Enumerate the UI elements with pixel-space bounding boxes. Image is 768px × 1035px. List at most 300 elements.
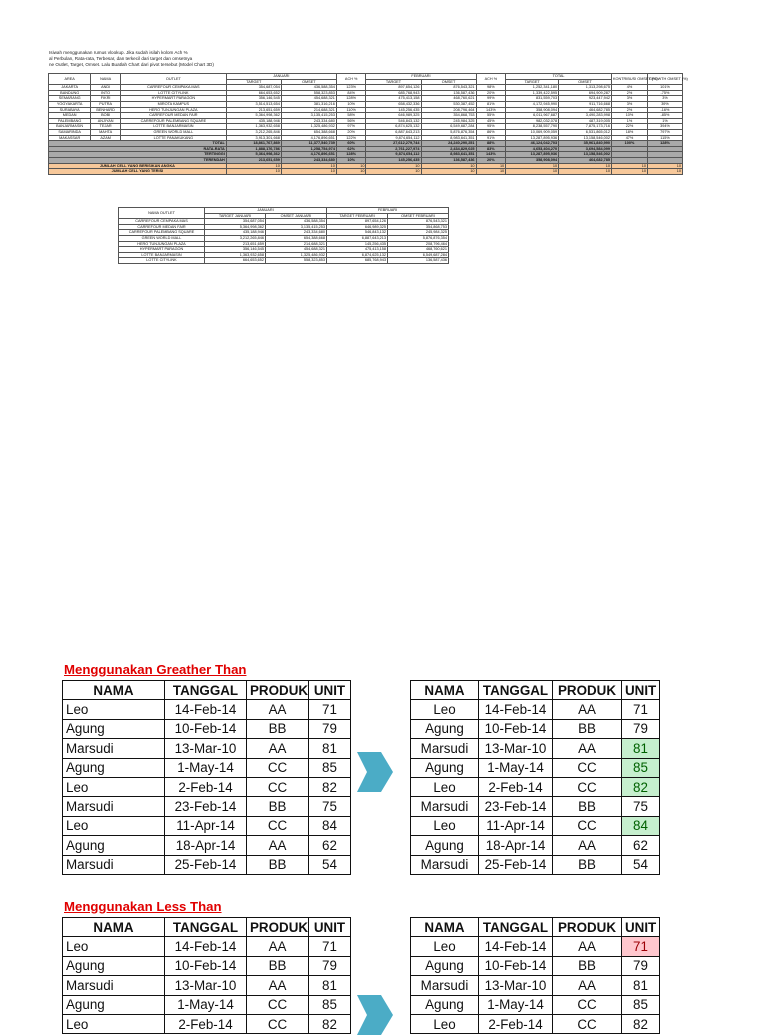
section-title-less-than: Menggunakan Less Than [64, 899, 222, 914]
column-header: NAMA OUTLET [119, 208, 205, 219]
table-cell: 75 [622, 797, 660, 816]
summary-cell: 243,334,680 [281, 157, 336, 163]
table-cell: 85 [309, 758, 351, 777]
table-cell: 14-Feb-14 [165, 700, 247, 719]
count-cell: 10 [421, 169, 476, 175]
right-arrow-icon [357, 995, 393, 1035]
table-cell: 55% [476, 113, 506, 119]
table-cell: ANJIYAN [91, 118, 121, 124]
column-header: OUTLET [120, 74, 226, 85]
table-row [411, 855, 660, 874]
table-cell: 245,984,325 [388, 230, 449, 236]
table-cell: AA [247, 976, 309, 995]
column-subheader: OMSET [559, 79, 612, 85]
table-cell: 84 [622, 816, 660, 835]
summary-cell: 4,176,896,651 [281, 152, 336, 158]
header-row [63, 918, 351, 937]
table-cell: 18% [612, 129, 648, 135]
table-cell: TEJAR [91, 124, 121, 130]
table-row [411, 739, 660, 758]
table-cell: 6,887,643,213 [327, 235, 388, 241]
table-cell: 354,868,753 [388, 224, 449, 230]
summary-cell: 8,983,641,351 [421, 152, 476, 158]
table-cell: 23-Feb-14 [165, 797, 247, 816]
table-cell: 47% [612, 135, 648, 141]
summary-cell: 1,888,176,786 [226, 146, 281, 152]
table-cell: 62 [309, 836, 351, 855]
table-cell: 13,158,546,002 [559, 135, 612, 141]
count-cell: 10 [281, 163, 336, 169]
pivot-table [118, 207, 449, 264]
table-cell: Agung [63, 758, 165, 777]
column-header-nama: NAMA [411, 918, 479, 937]
table-cell: CC [247, 1014, 309, 1033]
column-header-tanggal: TANGGAL [165, 918, 247, 937]
table-row [411, 758, 660, 777]
table-cell: 71 [309, 700, 351, 719]
count-cell: 10 [226, 163, 281, 169]
table-cell: 6,011,967,687 [506, 113, 559, 119]
table-cell: 454,688,321 [266, 247, 327, 253]
count-cell: 10 [226, 169, 281, 175]
table-cell: 646,989,325 [327, 224, 388, 230]
summary-label: TERTINGGI [49, 152, 227, 158]
table-cell: 1% [612, 118, 648, 124]
table-cell: 436,588,354 [281, 85, 336, 91]
column-header: ACH % [476, 74, 506, 85]
column-subheader: OMSET JANUARI [266, 213, 327, 219]
column-header-nama: NAMA [411, 681, 479, 700]
table-cell: GREEN WORLD MALL [120, 129, 226, 135]
summary-cell: 13,158,546,002 [559, 152, 612, 158]
summary-cell: 213,651,659 [226, 157, 281, 163]
summary-cell: 11,377,540,739 [281, 141, 336, 147]
table-cell: 546,843,132 [327, 230, 388, 236]
table-cell: Leo [63, 816, 165, 835]
table-cell: 71 [622, 937, 660, 956]
table-cell: CC [247, 777, 309, 796]
table-cell: MEDAN [49, 113, 91, 119]
table-row [63, 719, 351, 738]
table-cell: 14-Feb-14 [479, 937, 553, 956]
summary-cell: 464,682,785 [559, 157, 612, 163]
table-cell: YOGYAKARTA [49, 101, 91, 107]
table-cell: 685,768,943 [366, 90, 421, 96]
column-subheader: TARGET [366, 79, 421, 85]
column-header-unit: UNIT [309, 918, 351, 937]
table-cell: CARREFOUR MEDAN FAIR [119, 224, 205, 230]
table-cell: CC [553, 758, 622, 777]
count-cell: 10 [559, 163, 612, 169]
table-cell: 110% [336, 107, 366, 113]
column-subheader: TARGET FEBRUARI [327, 213, 388, 219]
table-cell: 18-Apr-14 [165, 836, 247, 855]
table-row [63, 937, 351, 956]
table-cell: Leo [63, 700, 165, 719]
column-header-tanggal: TANGGAL [479, 918, 553, 937]
table-cell: 128% [336, 96, 366, 102]
table-row [63, 816, 351, 835]
table-cell: -16% [647, 107, 682, 113]
column-header: JANUARI [205, 208, 327, 214]
summary-cell: 358,908,094 [506, 157, 559, 163]
count-cell: 10 [366, 169, 421, 175]
table-cell: BB [553, 855, 622, 874]
table-cell: 1,313,298,675 [559, 85, 612, 91]
table-cell: CC [553, 816, 622, 835]
table-cell: MAHTA [91, 129, 121, 135]
table-cell: BB [553, 956, 622, 975]
summary-cell: 27,612,279,744 [366, 141, 421, 147]
count-row [49, 169, 683, 175]
table-cell: AA [553, 700, 622, 719]
table-cell: 85 [622, 758, 660, 777]
column-header-tanggal: TANGGAL [165, 681, 247, 700]
column-subheader: OMSET FEBRUARI [388, 213, 449, 219]
table-cell: 685,768,943 [327, 258, 388, 264]
table-cell: CC [247, 816, 309, 835]
table-cell: CC [553, 1014, 622, 1033]
table-cell: 8,238,557,790 [506, 124, 559, 130]
table-cell: 354,687,054 [205, 219, 266, 225]
table-cell: 7,875,173,716 [559, 124, 612, 130]
table-cell: 22% [612, 124, 648, 130]
table-cell: Marsudi [63, 739, 165, 758]
table-cell: 4,176,896,651 [281, 135, 336, 141]
table-cell: AA [247, 739, 309, 758]
table-cell: 1,252,341,180 [506, 85, 559, 91]
table-cell: 82 [622, 1014, 660, 1033]
table-row [63, 836, 351, 855]
table-row [411, 956, 660, 975]
table-cell: 2-Feb-14 [479, 777, 553, 796]
table-cell: CARREFOUR PALEMBANG SQUARE [120, 118, 226, 124]
table-row [411, 816, 660, 835]
table-cell: HERO TUNJUNGAN PLAZA [120, 107, 226, 113]
table-cell: 1,325,486,932 [281, 124, 336, 130]
summary-cell: 2,761,227,974 [366, 146, 421, 152]
table-cell: BB [247, 855, 309, 874]
table-cell: 13-Mar-10 [479, 739, 553, 758]
table-cell: 82 [309, 1014, 351, 1033]
table-cell: 3,135,415,253 [281, 113, 336, 119]
table-cell: HYPERMART PARAGON [119, 247, 205, 253]
table-cell: 245,984,325 [421, 118, 476, 124]
table-cell: CC [247, 995, 309, 1014]
summary-cell: 60% [336, 141, 366, 147]
table-cell: HERO TUNJUNGAN PLAZA [119, 241, 205, 247]
table-row [411, 777, 660, 796]
column-header: NAMA [91, 74, 121, 85]
table-cell: 558,323,853 [266, 258, 327, 264]
table-cell: 10% [612, 113, 648, 119]
table-cell: HYPERMART PARAGON [120, 96, 226, 102]
table-cell: BB [553, 797, 622, 816]
summary-label: TERENDAH [49, 157, 227, 163]
table-cell: 8,983,641,351 [421, 135, 476, 141]
table-cell: 82 [622, 777, 660, 796]
table-cell: 468,760,621 [421, 96, 476, 102]
table-cell: 468,760,621 [388, 247, 449, 253]
table-cell: 2-Feb-14 [479, 1014, 553, 1033]
table-cell: 6,549,687,284 [388, 252, 449, 258]
table-cell: 3,514,513,654 [226, 101, 281, 107]
table-cell: 62 [622, 836, 660, 855]
table-cell: 354,687,054 [226, 85, 281, 91]
table-cell: Agung [411, 836, 479, 855]
table-cell: 208,796,464 [421, 107, 476, 113]
table-cell: Leo [63, 1014, 165, 1033]
column-header: AREA [49, 74, 91, 85]
table-cell: 797% [647, 129, 682, 135]
table-cell: 3% [612, 101, 648, 107]
table-cell: 81 [622, 976, 660, 995]
summary-cell: 100% [612, 141, 648, 147]
table-cell: Agung [63, 836, 165, 855]
table-cell: AA [247, 836, 309, 855]
table-cell: 487,319,005 [559, 118, 612, 124]
table-cell: 654,388,668 [266, 235, 327, 241]
table-cell: 394% [647, 124, 682, 130]
table-cell: 214,688,321 [266, 241, 327, 247]
table-cell: 23-Feb-14 [479, 797, 553, 816]
summary-cell: 5,364,998,362 [226, 152, 281, 158]
table-cell: 876,543,321 [421, 85, 476, 91]
column-header-produk: PRODUK [553, 681, 622, 700]
table-cell: PUTRA [91, 101, 121, 107]
column-subheader: TARGET [506, 79, 559, 85]
column-header: FEBRUARI [327, 208, 449, 214]
table-cell: 5,876,876,354 [388, 235, 449, 241]
table-cell: 3% [647, 96, 682, 102]
table-row [63, 956, 351, 975]
table-cell: Marsudi [411, 976, 479, 995]
table-cell: 1% [647, 118, 682, 124]
table-cell: Marsudi [411, 739, 479, 758]
table-cell: 79 [309, 956, 351, 975]
summary-cell: 143% [476, 152, 506, 158]
table-cell: 136,587,436 [421, 90, 476, 96]
column-header-unit: UNIT [622, 918, 660, 937]
table-cell: 98% [476, 85, 506, 91]
table-cell: 95% [476, 124, 506, 130]
summary-cell: 9,874,654,112 [366, 152, 421, 158]
table-cell: 1-May-14 [165, 995, 247, 1014]
table-cell: 143% [476, 107, 506, 113]
table-cell: Agung [63, 719, 165, 738]
table-cell: 2-Feb-14 [165, 1014, 247, 1033]
table-row [63, 797, 351, 816]
table-cell: LOTTE CITYLINK [120, 90, 226, 96]
table-cell: 546,843,132 [366, 118, 421, 124]
table-cell: Leo [63, 777, 165, 796]
table-row [411, 700, 660, 719]
table-cell: 664,653,652 [205, 258, 266, 264]
section-title-greater-than: Menggunakan Greather Than [64, 662, 247, 677]
table-cell: Marsudi [411, 797, 479, 816]
table-cell: 243,334,680 [281, 118, 336, 124]
table-cell: 530,387,452 [421, 101, 476, 107]
table-cell: 11-Apr-14 [165, 816, 247, 835]
table-row [411, 976, 660, 995]
table-cell: 664,653,652 [226, 90, 281, 96]
table-cell: BB [247, 719, 309, 738]
less-than-result-table [410, 917, 660, 1034]
table-cell: -85% [647, 113, 682, 119]
table-cell: 658,432,336 [366, 101, 421, 107]
column-header-nama: NAMA [63, 681, 165, 700]
table-cell: 2% [612, 90, 648, 96]
table-cell: MAKASSAR [49, 135, 91, 141]
summary-label: TOTAL [49, 141, 227, 147]
table-cell: Leo [411, 777, 479, 796]
table-cell: 3,212,265,846 [205, 235, 266, 241]
table-cell: 475,413,158 [327, 247, 388, 253]
count-cell: 10 [336, 163, 366, 169]
table-cell: 75 [309, 797, 351, 816]
table-cell: 646,989,325 [366, 113, 421, 119]
table-cell: 14-Feb-14 [479, 700, 553, 719]
count-cell: 10 [647, 163, 682, 169]
table-cell: Agung [411, 995, 479, 1014]
table-cell: JAKARTA [49, 85, 91, 91]
table-cell: LOTTE CITYLINK [119, 258, 205, 264]
table-cell: 58% [336, 113, 366, 119]
table-row [63, 976, 351, 995]
summary-cell: 13,287,895,936 [506, 152, 559, 158]
table-cell: 86% [476, 129, 506, 135]
count-cell: 10 [281, 169, 336, 175]
table-cell: Agung [63, 995, 165, 1014]
summary-cell: 83% [476, 146, 506, 152]
table-cell: CC [247, 758, 309, 777]
table-cell: 3,212,265,846 [226, 129, 281, 135]
table-cell: 20% [336, 129, 366, 135]
table-cell: 831,559,703 [506, 96, 559, 102]
table-cell: 97% [336, 124, 366, 130]
table-row [411, 836, 660, 855]
table-cell: 54 [622, 855, 660, 874]
table-cell: MIROTA KAMPUS [120, 101, 226, 107]
table-cell: Agung [411, 758, 479, 777]
instructions [49, 50, 569, 69]
table-row [411, 995, 660, 1014]
table-cell: 5,364,998,362 [205, 224, 266, 230]
table-cell: SURABAYA [49, 107, 91, 113]
table-cell: 558,323,853 [281, 90, 336, 96]
column-subheader: OMSET [421, 79, 476, 85]
table-cell: Agung [411, 719, 479, 738]
column-header-unit: UNIT [309, 681, 351, 700]
table-cell: 71 [309, 937, 351, 956]
table-cell: 9,874,654,112 [366, 135, 421, 141]
table-cell: Marsudi [63, 797, 165, 816]
table-row [63, 739, 351, 758]
table-cell: Leo [411, 937, 479, 956]
table-cell: 923,447,942 [559, 96, 612, 102]
column-header-produk: PRODUK [553, 918, 622, 937]
column-header: ACH % [336, 74, 366, 85]
table-cell: 145,256,435 [366, 107, 421, 113]
table-row [63, 777, 351, 796]
table-cell: 694,909,287 [559, 90, 612, 96]
table-cell: 10-Feb-14 [479, 719, 553, 738]
table-cell: BB [553, 719, 622, 738]
table-cell: 39% [647, 101, 682, 107]
table-cell: Marsudi [411, 855, 479, 874]
table-cell: AA [553, 937, 622, 956]
table-cell: 356,146,545 [205, 247, 266, 253]
table-cell: 3,490,283,998 [559, 113, 612, 119]
count-cell: 10 [506, 163, 559, 169]
table-row [63, 758, 351, 777]
summary-cell: 10% [336, 157, 366, 163]
header-row [411, 681, 660, 700]
summary-cell: 35,961,840,990 [559, 141, 612, 147]
table-row [411, 1014, 660, 1033]
summary-label: RATA-RATA [49, 146, 227, 152]
instruction-line-1: Isiwah menggunakan rumus vlookup. Jika sudah isilah kolom Ach % [49, 50, 188, 55]
table-cell: 122% [336, 135, 366, 141]
table-cell: 454,688,321 [281, 96, 336, 102]
summary-cell: 20% [476, 157, 506, 163]
count-cell: 10 [421, 163, 476, 169]
summary-cell: 128% [336, 152, 366, 158]
summary-cell: 145,256,435 [366, 157, 421, 163]
table-row [411, 937, 660, 956]
table-cell: 101% [647, 85, 682, 91]
table-cell: 436,588,354 [266, 219, 327, 225]
table-cell: Agung [411, 956, 479, 975]
count-cell: 10 [559, 169, 612, 175]
table-cell: GREEN WORLD MALL [119, 235, 205, 241]
table-cell: 11-Apr-14 [479, 816, 553, 835]
count-cell: 10 [612, 169, 648, 175]
table-row [411, 719, 660, 738]
table-cell: 123% [336, 85, 366, 91]
header-row [63, 681, 351, 700]
count-cell: 10 [366, 163, 421, 169]
count-label: JUMLAH CELL YANG TERISI [49, 169, 227, 175]
greater-than-source-table [62, 680, 351, 875]
table-row [411, 797, 660, 816]
table-cell: 10,069,909,059 [506, 129, 559, 135]
table-cell: 81 [309, 739, 351, 758]
table-cell: 876,543,321 [388, 219, 449, 225]
column-header-produk: PRODUK [247, 918, 309, 937]
table-cell: LOTTE PANAKUKANG [120, 135, 226, 141]
table-cell: 1-May-14 [479, 758, 553, 777]
table-cell: 1,363,932,658 [205, 252, 266, 258]
table-cell: 13-Mar-10 [479, 976, 553, 995]
table-cell: AA [553, 739, 622, 758]
summary-cell: 88% [476, 141, 506, 147]
column-header: JANUARI [226, 74, 336, 80]
table-cell: AZAM [91, 135, 121, 141]
greater-than-result-table [410, 680, 660, 875]
table-cell: 982,032,078 [506, 118, 559, 124]
table-cell: AA [553, 836, 622, 855]
table-cell: BENHARD [91, 107, 121, 113]
count-cell: 10 [336, 169, 366, 175]
column-subheader: TARGET JANUARI [205, 213, 266, 219]
table-cell: 4% [612, 85, 648, 91]
table-row [63, 700, 351, 719]
count-cell: 10 [612, 163, 648, 169]
table-cell: PALEMBANG [49, 118, 91, 124]
table-cell: 435,188,946 [226, 118, 281, 124]
table-cell: 84 [309, 816, 351, 835]
